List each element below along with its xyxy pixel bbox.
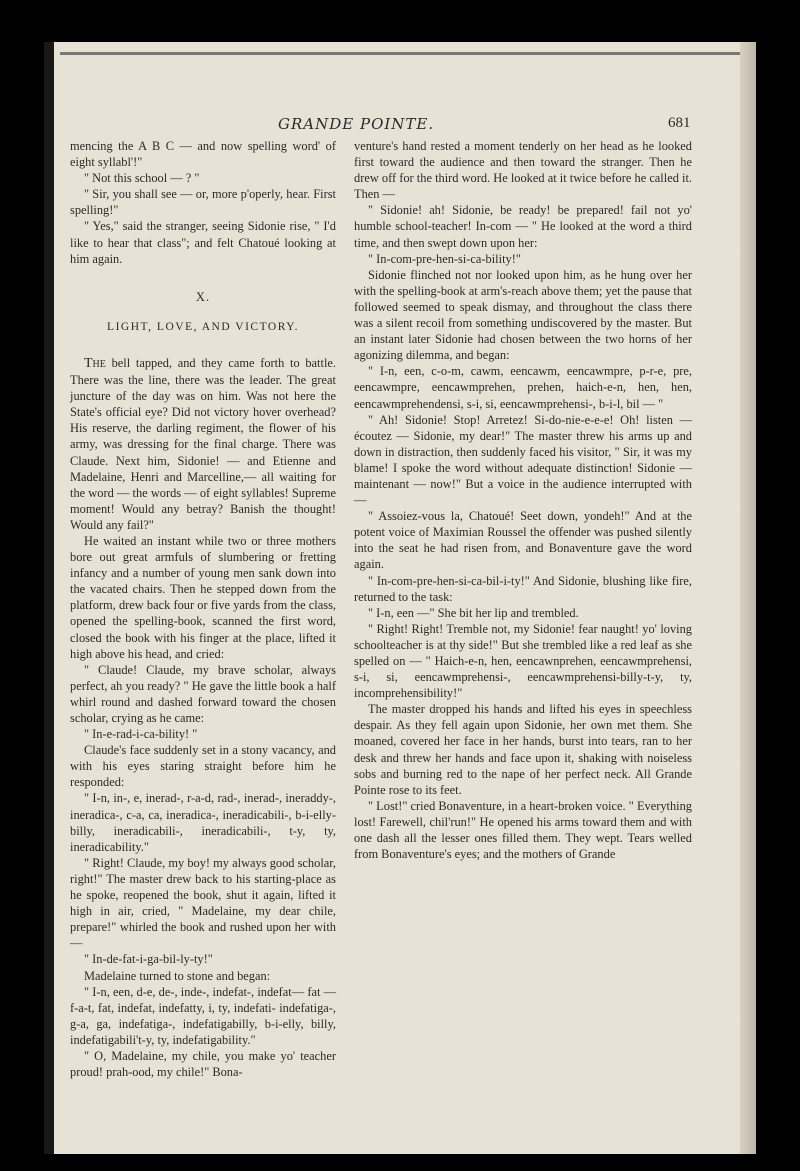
page-fore-edge bbox=[740, 42, 756, 1154]
paragraph: " Sidonie! ah! Sidonie, be ready! be prepared! fail not yo' humble school-teacher! In-com — " He looked at the word a third time, and then swept down upon her: bbox=[354, 203, 692, 250]
right-column bbox=[354, 138, 692, 862]
paragraph: " Right! Claude, my boy! my always good scholar, right!" The master drew back to his starting-place as he spoke, reopened the book, shut it again, lifted it high in air, cried, " Madelaine, my dear chile, prepare!" whirled the book and rushed upon her with — bbox=[70, 855, 336, 951]
paragraph: " In-com-pre-hen-si-ca-bil-i-ty!" And Sidonie, blushing like fire, returned to the task: bbox=[354, 573, 692, 604]
paragraph: Madelaine turned to stone and began: bbox=[84, 968, 271, 983]
left-column bbox=[70, 138, 336, 1080]
paragraph: " Right! Right! Tremble not, my Sidonie! fear naught! yo' loving schoolteacher is at thy side!" But she trembled like a red leaf as she spelled on — " Haich-e-n, hen, eencawnprehen, eencawmprehensi, s-i, si, eencawmprehensi-, eencawmprehensi-billy-t-y, ty, incomprehensibility!" bbox=[354, 621, 692, 701]
paragraph: " O, Madelaine, my chile, you make yo' teacher proud! prah-ood, my chile!" Bona- bbox=[70, 1048, 336, 1080]
paragraph: " Yes," said the stranger, seeing Sidonie rise, " I'd like to hear that class"; and felt Chatoué looking at him again. bbox=[70, 219, 336, 266]
paragraph: " Claude! Claude, my brave scholar, always perfect, ah you ready? " He gave the little book a half whirl round and dashed forward toward the chosen scholar, crying as he came: bbox=[70, 662, 336, 725]
paragraph: " In-com-pre-hen-si-ca-bility!" bbox=[368, 251, 521, 266]
paragraph: The master dropped his hands and lifted his eyes in speechless despair. As they fell again upon Sidonie, her own met them. She moaned, covered her face in her hands, burst into tears, ran to her desk and threw her hands and face upon it, shaking with noiseless sobs and burning red to the nape of her perfect neck. All Grande Pointe rose to its feet. bbox=[354, 702, 692, 797]
paragraph bbox=[70, 355, 336, 533]
paragraph: mencing the A B C — and now spelling word' of eight syllabl'!" bbox=[70, 139, 336, 170]
first-word: The bbox=[84, 355, 106, 371]
paragraph: " In-de-fat-i-ga-bil-ly-ty!" bbox=[84, 952, 213, 967]
paragraph: Sidonie flinched not nor looked upon him, as he hung over her with the spelling-book at arm's-reach above them; yet the pause that followed seemed to speak dismay, and throughout the class there was a silent recoil from something undiscovered by the master. But an instant later Sidonie had chosen between the two horns of her agonizing dilemma, and began: bbox=[354, 267, 692, 363]
paragraph: " Sir, you shall see — or, more p'operly, hear. First spelling!" bbox=[70, 187, 336, 218]
paragraph: " I-n, een —" She bit her lip and trembled. bbox=[368, 605, 579, 620]
paragraph: " In-e-rad-i-ca-bility! " bbox=[84, 727, 198, 742]
top-page-edge bbox=[60, 52, 750, 55]
running-header bbox=[0, 115, 800, 137]
paragraph: " I-n, een, c-o-m, cawm, eencawm, eencawmpre, p-r-e, pre, eencawmpre, eencawmprehen, prehen, haich-e-n, hen, hen, eencawmprehendensi, s-i, si, eencawmprehensi-, b-i-l, bil — " bbox=[354, 364, 692, 411]
paragraph: " Assoiez-vous la, Chatoué! Seet down, yondeh!" And at the potent voice of Maximian Roussel the offender was pushed silently into the seat he had risen from, and Bonaventure gave the word again. bbox=[354, 509, 692, 572]
paragraph: He waited an instant while two or three mothers bore out great armfuls of slumbering or fretting infancy and a number of young men sank down into the vacated chairs. Then he stepped down from the platform, drew back four or five yards from the class, opened the spelling-book, scanned the first word, closed the book with his finger at the place, lifted it high above his head, and cried: bbox=[70, 533, 336, 661]
chapter-number: X. bbox=[195, 289, 211, 304]
paragraph: venture's hand rested a moment tenderly on her head as he looked first toward the audience and then toward the stranger. Then he drew off for the third word. He looked at it twice before he called it. Then — bbox=[354, 139, 692, 202]
paragraph: " Ah! Sidonie! Stop! Arretez! Si-do-nie-e-e-e! Oh! listen — écoutez — Sidonie, my dear!" The master threw his arms up and down in distraction, then suddenly faced his visitor, " Sir, it was my blame! I spoke the word without adequate distinction! Sidonie — maintenant — now!" But a voice in the audience interrupted with — bbox=[354, 412, 692, 508]
paragraph: " Not this school — ? " bbox=[84, 171, 200, 186]
chapter-title: LIGHT, LOVE, AND VICTORY. bbox=[107, 320, 299, 333]
paragraph: Claude's face suddenly set in a stony vacancy, and with his eyes staring straight before him he responded: bbox=[70, 743, 336, 790]
running-title: GRANDE POINTE. bbox=[278, 115, 435, 133]
paragraph: " Lost!" cried Bonaventure, in a heart-broken voice. " Everything lost! Farewell, chil'run!" He opened his arms toward them and with one dash all the lesser ones filled them. They wept. Tears welled from Bonaventure's eyes; and the mothers of Grande bbox=[354, 798, 692, 862]
paragraph: " I-n, een, d-e, de-, inde-, indefat-, indefat— fat — f-a-t, fat, indefat, indefatty, i, ty, indefati- indefatiga-, g-a, ga, indefatiga-, indefatigabilly, b-i-elly, billy, indefatigabili't-y, ty, indefatigability." bbox=[70, 984, 336, 1047]
paragraph-text: bell tapped, and they came forth to battle. There was the line, there was the leader. The great juncture of the day was on him. Was not here the State's official eye? Did not victory hover overhead? His reserve, the darling regiment, the flower of his army, was dressing for the final charge. There was Claude. Next him, Sidonie! — and Etienne and Madelaine, Henri and Marcelline,— all waiting for the word — the words — of eight syllables! Supreme moment! Would any betray? Banish the thought! Would any fail?" bbox=[70, 355, 336, 532]
page-number: 681 bbox=[668, 115, 691, 131]
paragraph: " I-n, in-, e, inerad-, r-a-d, rad-, inerad-, ineraddy-, ineradica-, c-a, ca, ineradica-, ineradicabili-, b-i-elly-billy, ineradicabili-, ineradicabili-, t-y, ty, ineradicability." bbox=[70, 791, 336, 854]
page-binding-edge bbox=[44, 42, 54, 1154]
